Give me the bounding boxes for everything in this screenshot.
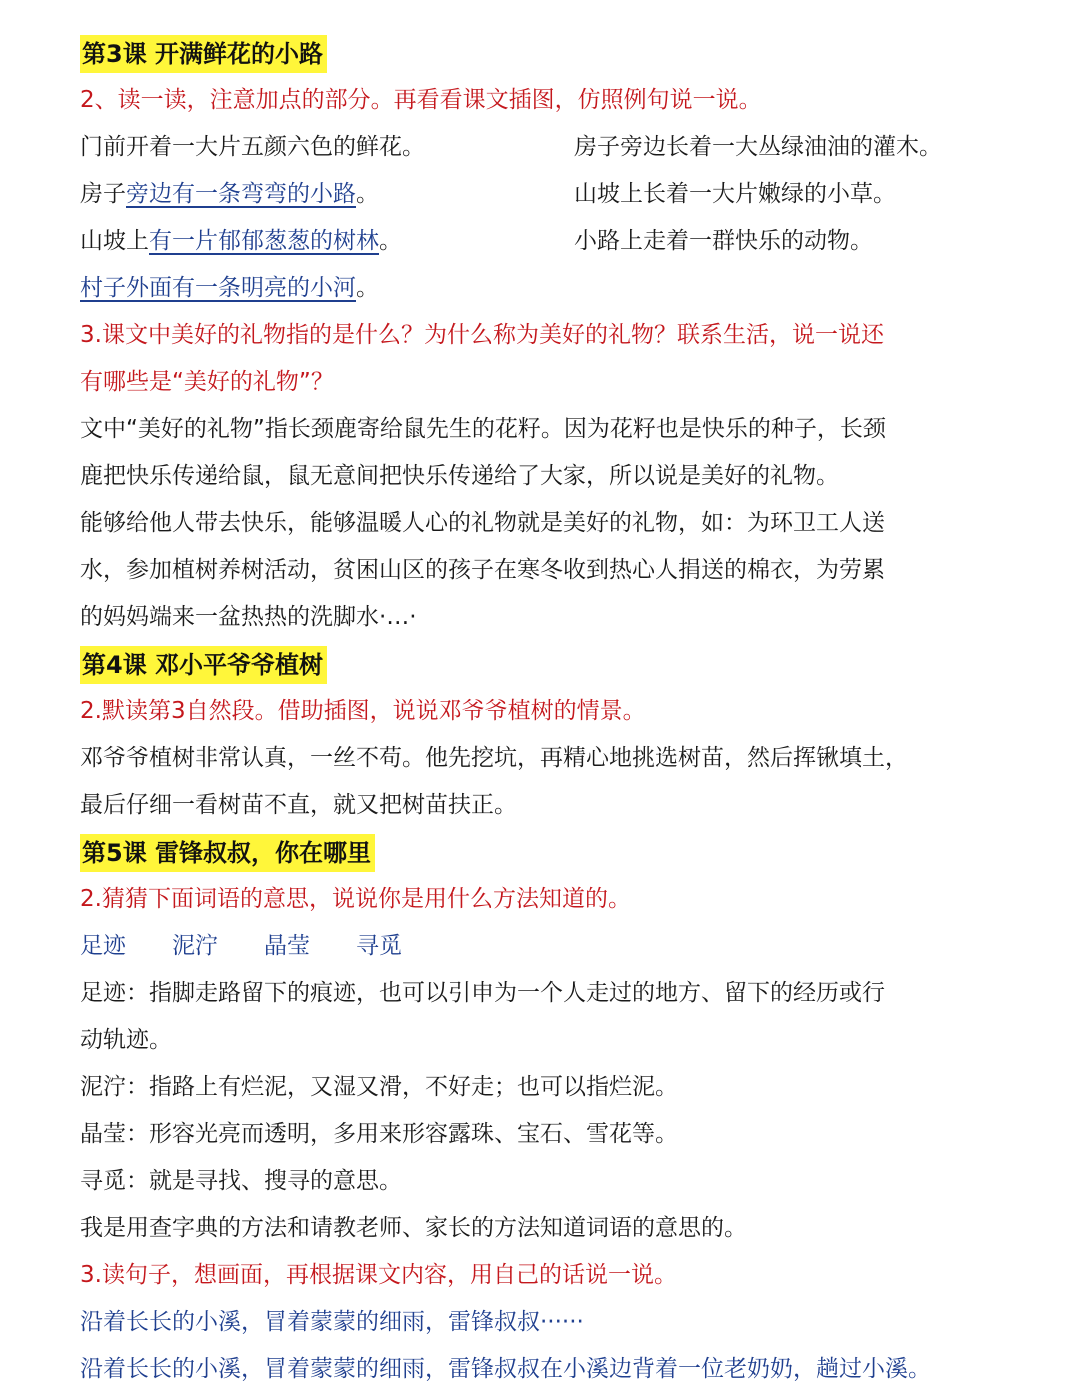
lesson-4-title: 第4课 邓小平爷爷植树: [80, 646, 327, 684]
lesson-4-header: [80, 641, 1000, 688]
lesson-5-question-3: 3.读句子，想画面，再根据课文内容，用自己的话说一说。: [80, 1262, 677, 1288]
lesson-5-answer-line: 我是用查字典的方法和请教老师、家长的方法知道词语的意思的。: [80, 1215, 747, 1241]
example-row-1: [80, 124, 1000, 171]
lesson-4-question-2: 2.默读第3自然段。借助插图，说说邓爷爷植树的情景。: [80, 698, 646, 724]
example-left-1: 门前开着一大片五颜六色的鲜花。: [80, 134, 425, 160]
lesson-3-header: [80, 30, 1000, 77]
lesson-3-question-3-line-1: 3.课文中美好的礼物指的是什么？为什么称为美好的礼物？联系生活，说一说还: [80, 322, 884, 348]
lesson-5-answer-line: 足迹：指脚走路留下的痕迹，也可以引申为一个人走过的地方、留下的经历或行: [80, 980, 885, 1006]
example-right-1: 房子旁边长着一大丛绿油油的灌木。: [574, 134, 942, 160]
vocab-word: 晶莹: [264, 933, 310, 959]
example-left-3: 山坡上有一片郁郁葱葱的树林。: [80, 228, 402, 254]
lesson-5-answer-line: 晶莹：形容光亮而透明，多用来形容露珠、宝石、雪花等。: [80, 1121, 678, 1147]
example-row-4: 村子外面有一条明亮的小河。: [80, 275, 379, 301]
lesson-3-question-2: 2、读一读，注意加点的部分。再看看课文插图，仿照例句说一说。: [80, 87, 762, 113]
lesson-3-answer-line: 鹿把快乐传递给鼠，鼠无意间把快乐传递给了大家，所以说是美好的礼物。: [80, 463, 839, 489]
example-right-2: 山坡上长着一大片嫩绿的小草。: [574, 181, 896, 207]
lesson-5-answer-line: 动轨迹。: [80, 1027, 172, 1053]
document-page: [80, 30, 1000, 1382]
lesson-3-title: 第3课 开满鲜花的小路: [80, 35, 327, 73]
lesson-5-title: 第5课 雷锋叔叔，你在哪里: [80, 834, 375, 872]
lesson-4-answer-line: 最后仔细一看树苗不直，就又把树苗扶正。: [80, 792, 517, 818]
lesson-5-answer-line: 泥泞：指路上有烂泥，又湿又滑，不好走；也可以指烂泥。: [80, 1074, 678, 1100]
example-row-2: [80, 171, 1000, 218]
underlined-phrase: 村子外面有一条明亮的小河: [80, 275, 356, 301]
lesson-4-answer-line: 邓爷爷植树非常认真，一丝不苟。他先挖坑，再精心地挑选树苗，然后挥锹填土，: [80, 745, 908, 771]
vocab-word: 寻觅: [356, 933, 402, 959]
underlined-phrase: 旁边有一条弯弯的小路: [126, 181, 356, 207]
lesson-3-answer-line: 文中“美好的礼物”指长颈鹿寄给鼠先生的花籽。因为花籽也是快乐的种子，长颈: [80, 416, 886, 442]
underlined-phrase: 有一片郁郁葱葱的树林: [149, 228, 379, 254]
example-left-2: 房子旁边有一条弯弯的小路。: [80, 181, 379, 207]
lesson-3-answer-line: 的妈妈端来一盆热热的洗脚水·…·: [80, 604, 417, 630]
lesson-5-answer-line: 寻觅：就是寻找、搜寻的意思。: [80, 1168, 402, 1194]
vocab-word: 足迹: [80, 933, 126, 959]
lesson-3-question-3-line-2: 有哪些是“美好的礼物”？: [80, 369, 334, 395]
vocabulary-words: [80, 923, 1000, 970]
lesson-3-answer-line: 水，参加植树养树活动，贫困山区的孩子在寒冬收到热心人捐送的棉衣，为劳累: [80, 557, 885, 583]
example-right-3: 小路上走着一群快乐的动物。: [574, 228, 873, 254]
lesson-5-question-3-sentence: 沿着长长的小溪，冒着蒙蒙的细雨，雷锋叔叔······: [80, 1309, 584, 1335]
lesson-5-header: [80, 829, 1000, 876]
vocab-word: 泥泞: [172, 933, 218, 959]
lesson-3-answer-line: 能够给他人带去快乐，能够温暖人心的礼物就是美好的礼物，如：为环卫工人送: [80, 510, 885, 536]
cut-off-line: 沿着长长的小溪，冒着蒙蒙的细雨，雷锋叔叔在小溪边背着一位老奶奶，趟过小溪。: [80, 1356, 931, 1382]
example-row-3: [80, 218, 1000, 265]
lesson-5-question-2: 2.猜猜下面词语的意思，说说你是用什么方法知道的。: [80, 886, 631, 912]
